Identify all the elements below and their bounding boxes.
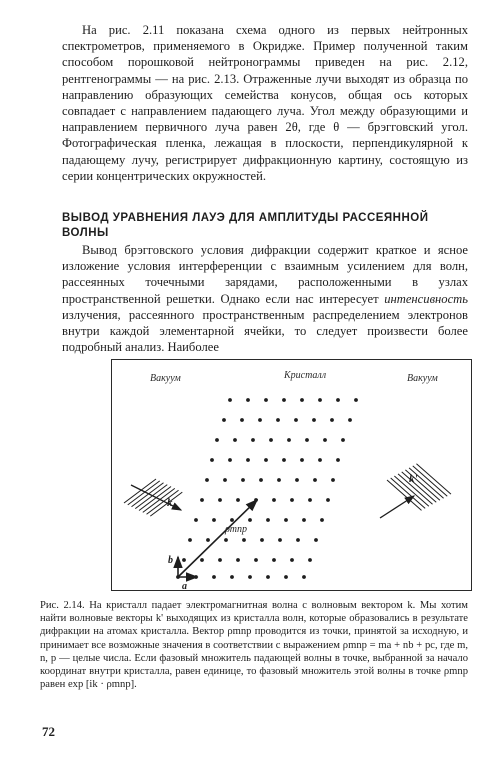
lattice-atom xyxy=(218,498,222,502)
lattice-atom xyxy=(312,418,316,422)
lattice-atom xyxy=(284,575,288,579)
outgoing-wave-vector-arrow xyxy=(380,496,414,518)
lattice-atom xyxy=(258,418,262,422)
lattice-atom xyxy=(300,398,304,402)
lattice-atom xyxy=(313,478,317,482)
lattice-atom xyxy=(188,538,192,542)
lattice-atom xyxy=(246,458,250,462)
lattice-atom xyxy=(348,418,352,422)
lattice-atom xyxy=(276,418,280,422)
lattice-atom xyxy=(251,438,255,442)
lattice-atom xyxy=(218,558,222,562)
section-heading: ВЫВОД УРАВНЕНИЯ ЛАУЭ ДЛЯ АМПЛИТУДЫ РАССЕЯННОЙ ВОЛНЫ xyxy=(62,212,429,239)
lattice-atom xyxy=(241,478,245,482)
lattice-atom xyxy=(248,575,252,579)
lattice-atom xyxy=(282,458,286,462)
lattice-atom xyxy=(341,438,345,442)
diffracted-wavefronts xyxy=(387,464,451,511)
lattice-atom xyxy=(272,498,276,502)
label-vacuum-left: Вакуум xyxy=(150,373,181,384)
lattice-atom xyxy=(254,558,258,562)
lattice-atom xyxy=(296,538,300,542)
lattice-atom xyxy=(233,438,237,442)
lattice-atom xyxy=(336,398,340,402)
lattice-atom xyxy=(287,438,291,442)
lattice-atom xyxy=(266,518,270,522)
lattice-atom xyxy=(240,418,244,422)
lattice-atom xyxy=(278,538,282,542)
lattice-atom xyxy=(205,478,209,482)
lattice-atom xyxy=(269,438,273,442)
intro-paragraph: На рис. 2.11 показана схема одного из первых нейтронных спектрометров, применяемого в Окридже. Пример полученной таким способом порошковой нейтронограммы приведен на рис. 2.12, рентгенограммы — на рис. 2.13. Отраженные лучи выходят из образца по направлению образующих семейства конусов, общая ось которых совпадает с направлением падающего луча. Угол между образующими и направлением первичного луча равен 2θ, где θ — брэгговский угол. Фотографическая пленка, лежащая в плоскости, перпендикулярной к падающему лучу, регистрирует дифракционную картину, состоящую из серии концентрических окружностей. xyxy=(62,23,468,183)
lattice-atom xyxy=(212,575,216,579)
body-paragraph xyxy=(62,242,468,355)
body-paragraph-part-2: излучения, рассеянного пространственным распределением электронов внутри каждой элементарной ячейки, то следует произвести более подробный анализ. Наиболее xyxy=(62,307,468,355)
lattice-atom xyxy=(210,458,214,462)
lattice-atom xyxy=(223,478,227,482)
lattice-atom xyxy=(354,398,358,402)
lattice-atom xyxy=(331,478,335,482)
lattice-atom xyxy=(182,558,186,562)
lattice-atom xyxy=(264,458,268,462)
wavefront-line xyxy=(135,485,167,509)
lattice-atom xyxy=(266,575,270,579)
lattice-atom xyxy=(236,558,240,562)
lattice-atom xyxy=(302,575,306,579)
diagram-canvas xyxy=(112,360,473,592)
lattice-atom xyxy=(300,458,304,462)
lattice-atom xyxy=(230,518,234,522)
lattice-atom xyxy=(294,418,298,422)
lattice-atom xyxy=(236,498,240,502)
lattice-atom xyxy=(336,458,340,462)
lattice-atom xyxy=(272,558,276,562)
lattice-atom xyxy=(308,558,312,562)
lattice-atom xyxy=(282,398,286,402)
lattice-atom xyxy=(302,518,306,522)
lattice-atom xyxy=(277,478,281,482)
lattice-atom xyxy=(305,438,309,442)
lattice-atom xyxy=(323,438,327,442)
lattice-atom xyxy=(314,538,318,542)
label-crystal: Кристалл xyxy=(284,370,327,381)
lattice-atom xyxy=(330,418,334,422)
lattice-atom xyxy=(230,575,234,579)
figure-caption: Рис. 2.14. На кристалл падает электромагнитная волна с волновым вектором k. Мы хотим найти волновые векторы k' выходящих из кристалла волн, которые образовались в результате дифракции на атомах кристалла. Вектор ρmnp проводится из точки, принятой за исходную, и принимает все возможные значения в соответствии с выражением ρmnp = ma + nb + pc, где m, n, p — целые числа. Если фазовый множитель падающей волны в точке, выбранной за начало координат внутри кристалла, равен единице, то фазовый множитель этой волны в точке ρmnp равен exp [ik · ρmnp]. xyxy=(40,600,468,691)
lattice-atom xyxy=(242,538,246,542)
lattice-atom xyxy=(215,438,219,442)
lattice-atom xyxy=(248,518,252,522)
lattice-atom xyxy=(200,558,204,562)
wavefront-line xyxy=(128,481,160,505)
lattice-atom xyxy=(290,498,294,502)
body-paragraph-emphasis: интенсивность xyxy=(384,291,468,306)
lattice-atom xyxy=(326,498,330,502)
lattice-atom xyxy=(318,398,322,402)
lattice-atom xyxy=(228,398,232,402)
lattice-atom xyxy=(246,398,250,402)
lattice-atom xyxy=(260,538,264,542)
incident-wavefronts xyxy=(124,479,182,516)
wavefront-line xyxy=(147,490,179,514)
lattice-atom xyxy=(206,538,210,542)
label-b: b xyxy=(168,555,173,566)
lattice-atom xyxy=(318,458,322,462)
lattice-atom xyxy=(320,518,324,522)
lattice-atom xyxy=(222,418,226,422)
lattice-atom xyxy=(308,498,312,502)
figure-laue-diagram xyxy=(111,359,472,591)
label-rho-mnp: ρmnp xyxy=(225,524,248,535)
wavefront-line xyxy=(132,483,164,507)
lattice-atom xyxy=(295,478,299,482)
body-paragraph-part-1: Вывод брэгговского условия дифракции содержит краткое и ясное изложение условия интерференции с взаимным усилением для волн, рассеянных точечными зарядами, расположенными в узлах пространственной решетки. Однако если нас интересует xyxy=(62,243,468,306)
lattice-atom xyxy=(284,518,288,522)
lattice-atom xyxy=(259,478,263,482)
wavefront-line xyxy=(124,479,156,503)
lattice-atom xyxy=(194,518,198,522)
label-k: k xyxy=(167,497,173,509)
lattice-atom xyxy=(212,518,216,522)
label-vacuum-right: Вакуум xyxy=(407,373,438,384)
lattice-atom xyxy=(228,458,232,462)
page-number: 72 xyxy=(42,724,55,739)
lattice-atom xyxy=(264,398,268,402)
label-a: a xyxy=(182,581,187,592)
lattice-atom xyxy=(200,498,204,502)
lattice-atom xyxy=(224,538,228,542)
label-k-prime: k' xyxy=(409,473,418,485)
lattice-atom xyxy=(290,558,294,562)
